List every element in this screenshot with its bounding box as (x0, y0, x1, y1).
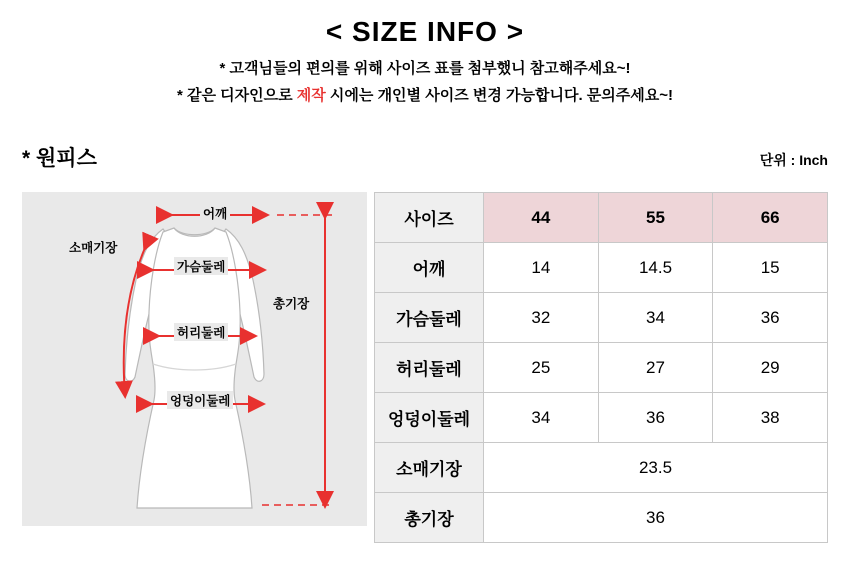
cell-hip-44: 34 (484, 393, 599, 443)
table-row (375, 393, 828, 443)
size-table (374, 192, 828, 543)
cell-chest-66: 36 (713, 293, 828, 343)
note-line-2-highlight: 제작 (296, 87, 326, 104)
cell-hip-55: 36 (598, 393, 713, 443)
cell-total-length-all: 36 (484, 493, 828, 543)
cell-chest-55: 34 (598, 293, 713, 343)
row-label-sleeve-length: 소매기장 (375, 443, 484, 493)
cell-shoulder-44: 14 (484, 243, 599, 293)
cell-hip-66: 38 (713, 393, 828, 443)
cell-shoulder-66: 15 (713, 243, 828, 293)
table-header-col-55: 55 (598, 193, 713, 243)
unit-label: 단위 : Inch (759, 152, 828, 168)
cell-sleeve-length-all: 23.5 (484, 443, 828, 493)
table-header-size-label: 사이즈 (375, 193, 484, 243)
label-total-length: 총기장 (270, 294, 312, 312)
label-chest: 가슴둘레 (174, 257, 228, 275)
table-row (375, 243, 828, 293)
note-line-1: * 고객님들의 편의를 위해 사이즈 표를 첨부했니 참고해주세요~! (219, 60, 631, 77)
label-shoulder: 어깨 (200, 204, 230, 222)
table-row (375, 443, 828, 493)
table-header-row (375, 193, 828, 243)
page-title: < SIZE INFO > (325, 16, 525, 47)
label-sleeve-length: 소매기장 (66, 238, 120, 256)
label-hip: 엉덩이둘레 (167, 391, 233, 409)
row-label-total-length: 총기장 (375, 493, 484, 543)
table-header-col-44: 44 (484, 193, 599, 243)
cell-waist-66: 29 (713, 343, 828, 393)
label-waist: 허리둘레 (174, 323, 228, 341)
row-label-shoulder: 어깨 (375, 243, 484, 293)
dress-illustration-panel (22, 192, 367, 526)
row-label-hip: 엉덩이둘레 (375, 393, 484, 443)
cell-chest-44: 32 (484, 293, 599, 343)
section-label-dress: * 원피스 (22, 147, 97, 170)
note-line-2 (0, 84, 850, 105)
cell-waist-55: 27 (598, 343, 713, 393)
table-row (375, 493, 828, 543)
table-header-col-66: 66 (713, 193, 828, 243)
cell-shoulder-55: 14.5 (598, 243, 713, 293)
table-row (375, 293, 828, 343)
cell-waist-44: 25 (484, 343, 599, 393)
row-label-chest: 가슴둘레 (375, 293, 484, 343)
row-label-waist: 허리둘레 (375, 343, 484, 393)
note-line-2-part-b: 시에는 개인별 사이즈 변경 가능합니다. 문의주세요~! (325, 87, 673, 104)
note-line-2-part-a: * 같은 디자인으로 (177, 87, 297, 104)
table-row (375, 343, 828, 393)
